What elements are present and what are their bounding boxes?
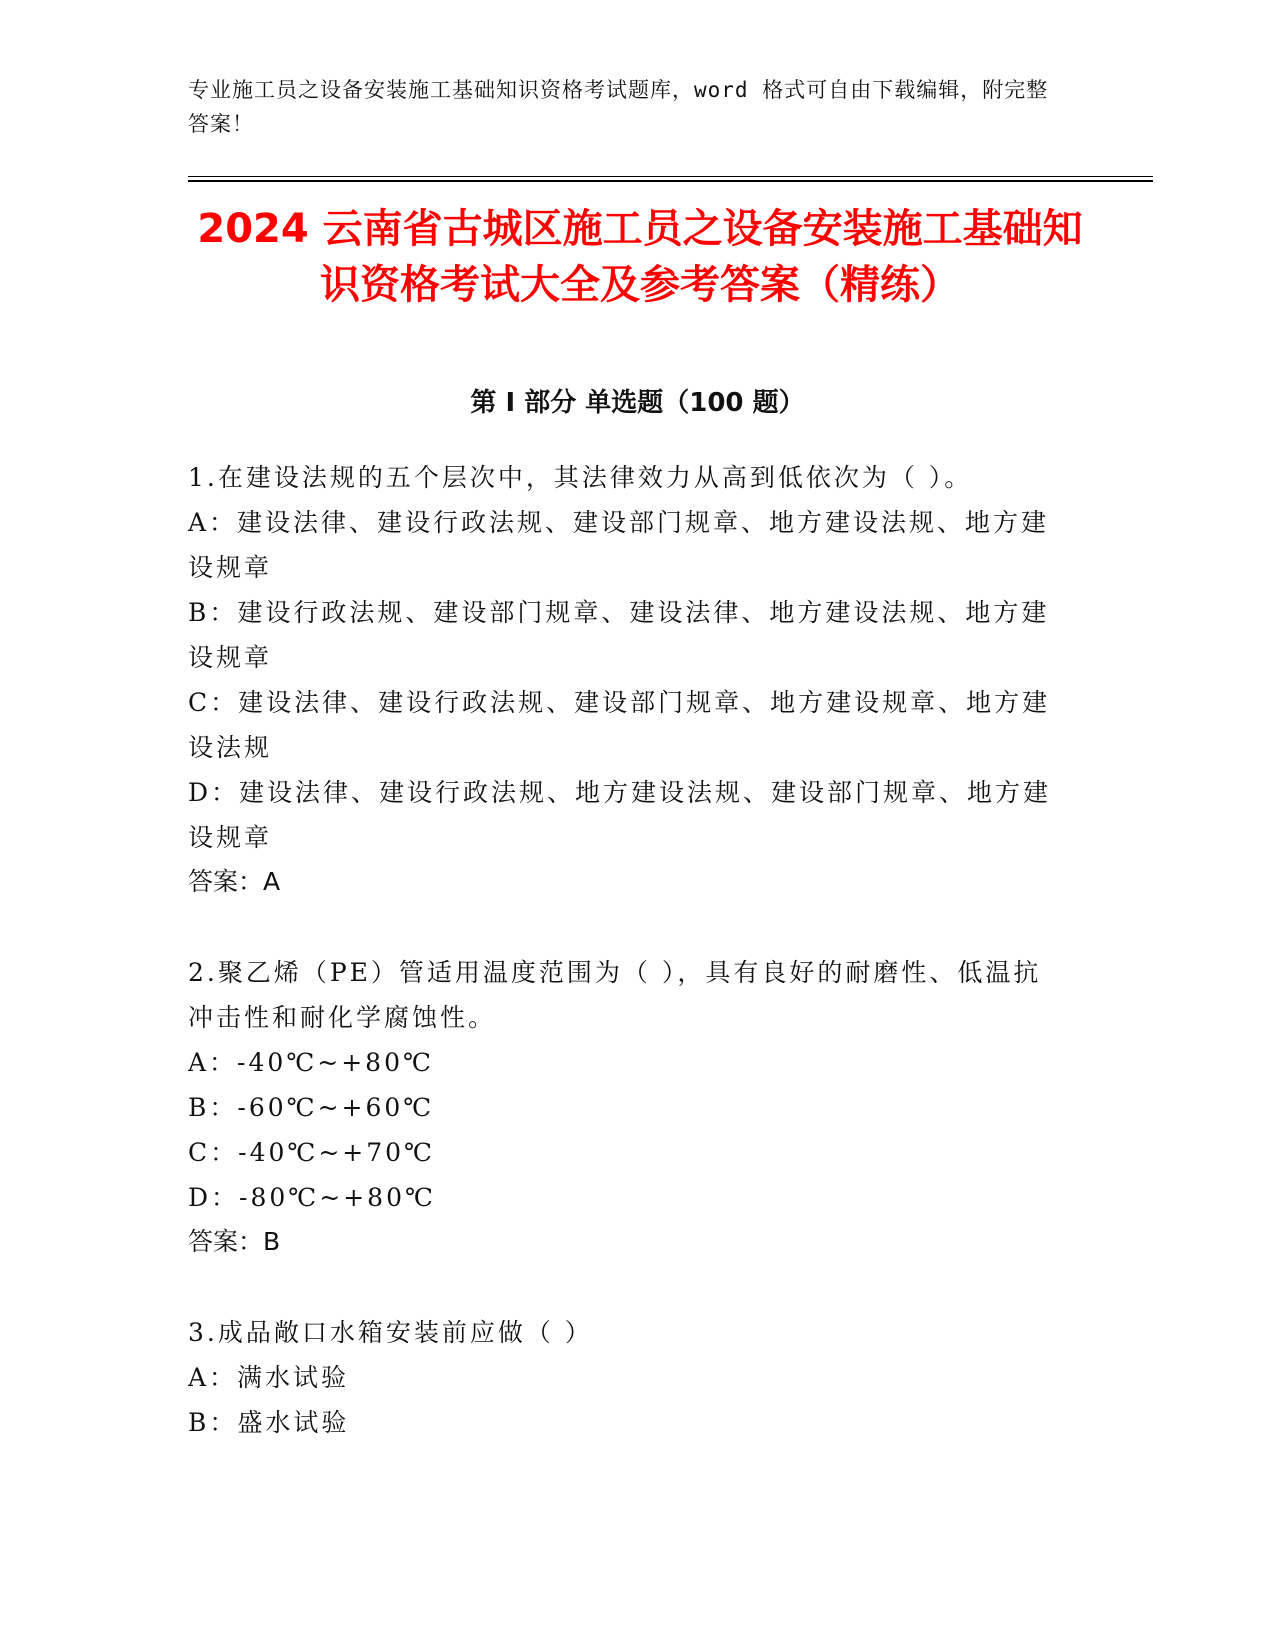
question-1-option-c: C：建设法律、建设行政法规、建设部门规章、地方建设规章、地方建设法规 bbox=[188, 688, 1051, 762]
header-divider-thin bbox=[188, 176, 1153, 177]
question-2-option-d: D：-80℃~+80℃ bbox=[188, 1183, 436, 1212]
question-1-option-b: B：建设行政法规、建设部门规章、建设法律、地方建设法规、地方建设规章 bbox=[188, 598, 1050, 672]
question-1-stem: 1.在建设法规的五个层次中，其法律效力从高到低依次为（ ）。 bbox=[188, 463, 973, 492]
question-3-stem: 3.成品敞口水箱安装前应做（ ） bbox=[188, 1318, 593, 1347]
question-1-option-a: A：建设法律、建设行政法规、建设部门规章、地方建设法规、地方建设规章 bbox=[188, 508, 1050, 582]
document-title: 2024 云南省古城区施工员之设备安装施工基础知识资格考试大全及参考答案（精练） bbox=[197, 206, 1083, 308]
question-2-answer: 答案：B bbox=[188, 1227, 281, 1256]
header-note: 专业施工员之设备安装施工基础知识资格考试题库，word 格式可自由下载编辑，附完整答案！ bbox=[188, 78, 1049, 136]
question-3-option-a: A：满水试验 bbox=[188, 1363, 350, 1392]
question-2-option-b: B：-60℃~+60℃ bbox=[188, 1093, 435, 1122]
question-2-option-a: A：-40℃~+80℃ bbox=[188, 1048, 434, 1077]
section-heading: 第 I 部分 单选题（100 题） bbox=[470, 388, 805, 418]
header-divider-thick bbox=[188, 180, 1153, 182]
question-1-answer: 答案：A bbox=[188, 867, 281, 896]
question-3-option-b: B：盛水试验 bbox=[188, 1408, 350, 1437]
question-1-option-d: D：建设法律、建设行政法规、地方建设法规、建设部门规章、地方建设规章 bbox=[188, 778, 1052, 852]
question-2-stem: 2.聚乙烯（PE）管适用温度范围为（ ），具有良好的耐磨性、低温抗冲击性和耐化学腐蚀性。 bbox=[188, 958, 1042, 1032]
question-2-option-c: C：-40℃~+70℃ bbox=[188, 1138, 436, 1167]
